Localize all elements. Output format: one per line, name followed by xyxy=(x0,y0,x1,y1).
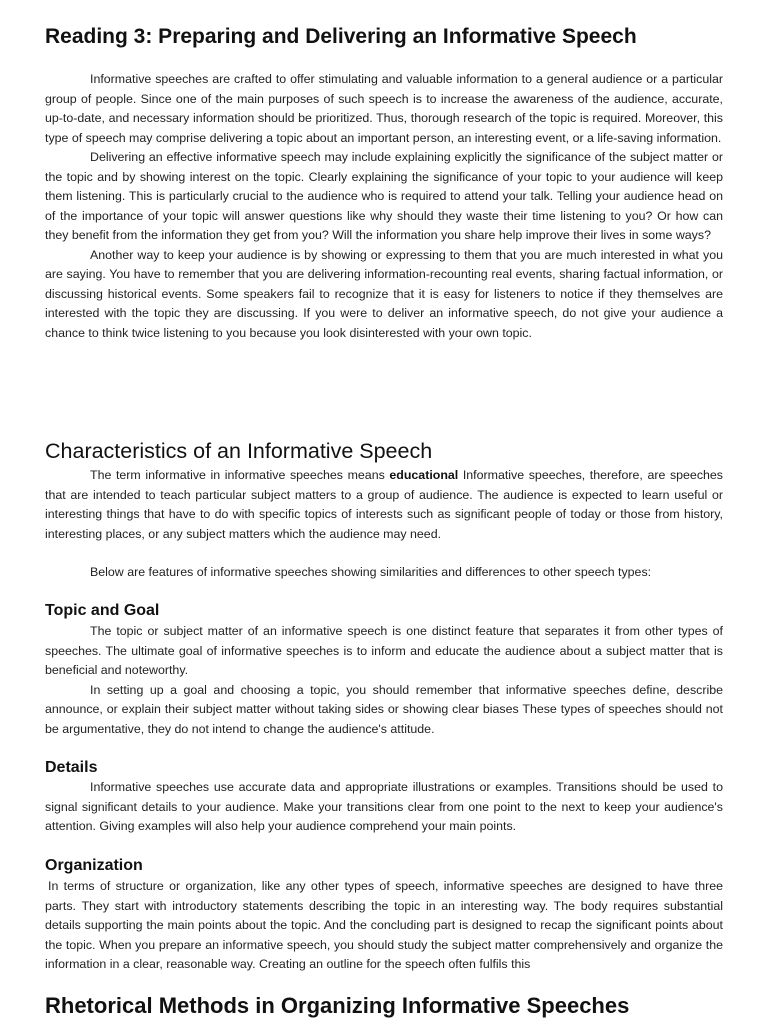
characteristics-text-before: The term informative in informative speeches means xyxy=(90,468,390,482)
topic-goal-paragraph-2: In setting up a goal and choosing a topic, you should remember that informative speeches define, describe announce, or explain their subject matter without taking sides or showing clear biases These types of speeches should not be argumentative, they do not intend to change the audience's attitude. xyxy=(45,682,723,736)
intro-paragraph-3: Another way to keep your audience is by showing or expressing to them that you are much interested in what you are saying. You have to remember that you are delivering information-recounting real events, sharing factual information, or discussing historical events. Some speakers fail to recognize that it is easy for listeners to notice if they themselves are interested with the topic they are discussing. If you were to deliver an informative speech, do not give your audience a chance to think twice listening to you because you look disinterested with your own topic. xyxy=(45,247,723,340)
intro-section xyxy=(45,70,723,343)
characteristics-section xyxy=(45,466,723,544)
characteristics-text-after: Informative speeches, therefore, are speeches that are intended to teach particular subject matters to a group of audience. The audience is expected to learn useful or interesting things that have to do with specific topics of interests such as significant people of today or those from history, interesting places, or any subject matters which the audience may need. xyxy=(45,468,723,541)
details-section xyxy=(45,778,723,837)
rhetorical-methods-heading: Rhetorical Methods in Organizing Informative Speeches xyxy=(45,993,630,1018)
organization-paragraph-1: In terms of structure or organization, like any other types of speech, informative speeches are designed to have three parts. They start with introductory statements describing the topic in an interesting way. The body requires substantial details supporting the main points about the topic. And the concluding part is designed to recap the significant points about the topic. When you prepare an informative speech, you should study the subject matter comprehensively and organize the information in a clear, reasonable way. Creating an outline for the speech often fulfils this xyxy=(45,879,723,971)
organization-section xyxy=(45,877,723,975)
details-paragraph-1: Informative speeches use accurate data and appropriate illustrations or examples. Transitions should be used to signal significant details to your audience. Make your transitions clear from one point to the next to keep your audience's attention. Giving examples will also help your audience comprehend your main points. xyxy=(45,780,723,833)
topic-goal-paragraph-1: The topic or subject matter of an informative speech is one distinct feature that separates it from other types of speeches. The ultimate goal of informative speeches is to inform and educate the audience about a subject matter that is beneficial and noteworthy. xyxy=(45,624,723,677)
features-intro xyxy=(45,563,723,583)
topic-goal-section xyxy=(45,622,723,739)
page-title: Reading 3: Preparing and Delivering an Informative Speech xyxy=(45,25,637,48)
intro-paragraph-1: Informative speeches are crafted to offer stimulating and valuable information to a general audience or a particular group of people. Since one of the main purposes of such speech is to increase the awareness of the audience, accurate, up-to-date, and necessary information should be prioritized. Thus, thorough research of the topic is required. Moreover, this type of speech may comprise delivering a topic about an important person, an interesting event, or a life-saving information. xyxy=(45,72,723,145)
characteristics-paragraph-2: Below are features of informative speeches showing similarities and differences to other speech types: xyxy=(90,565,652,579)
characteristics-paragraph-1 xyxy=(45,466,723,544)
details-heading: Details xyxy=(45,759,98,776)
organization-heading: Organization xyxy=(45,857,143,874)
topic-goal-heading: Topic and Goal xyxy=(45,602,160,619)
intro-paragraph-2: Delivering an effective informative speech may include explaining explicitly the significance of the subject matter or the topic and by showing interest on the topic. Clearly explaining the significance of your topic to your audience will keep them listening. This is particularly crucial to the audience who is required to attend your talk. Telling your audience head on of the importance of your topic will answer questions like why should they waste their time listening to you? Or how can they benefit from the information they get from you? Will the information you share help improve their lives in some ways? xyxy=(45,150,723,242)
educational-keyword: educational xyxy=(389,468,459,482)
characteristics-heading: Characteristics of an Informative Speech xyxy=(45,439,433,463)
